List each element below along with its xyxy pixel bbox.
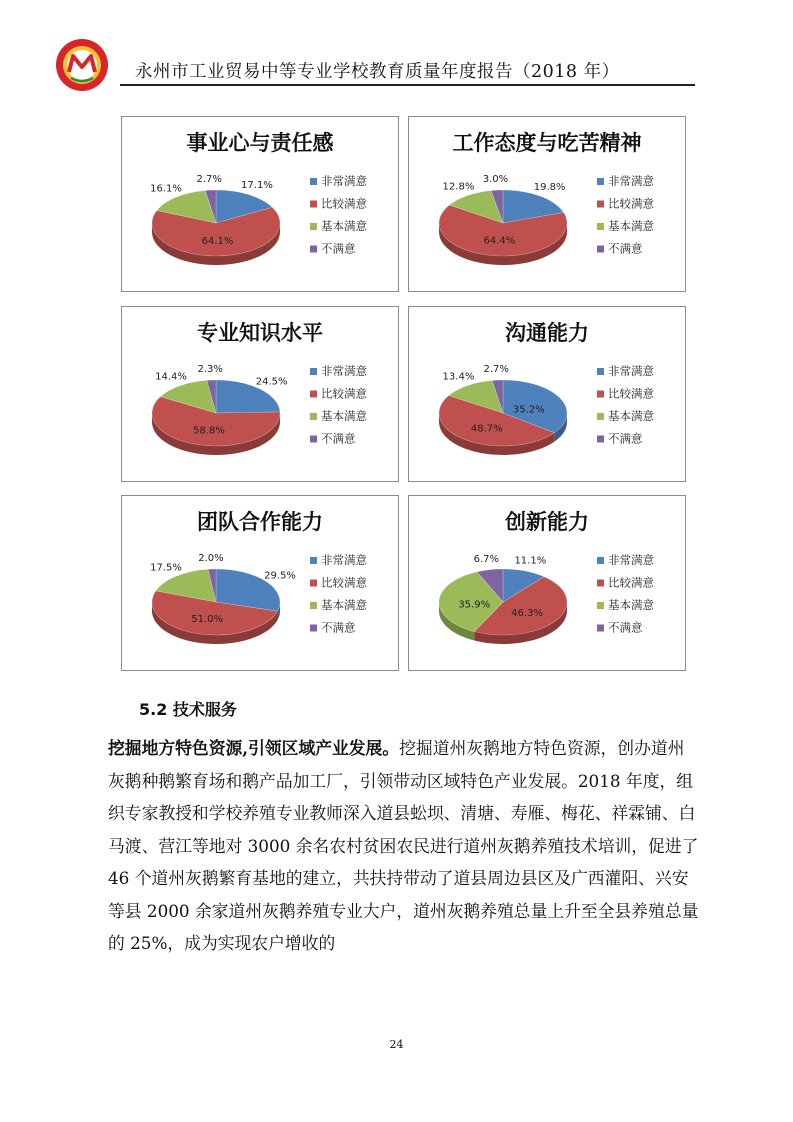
pie-data-label: 16.1%	[150, 183, 182, 195]
legend-swatch	[597, 246, 604, 253]
chart-panel-innovation	[408, 495, 686, 671]
legend-label: 基本满意	[608, 219, 654, 233]
legend-swatch	[597, 625, 604, 632]
legend-swatch	[310, 201, 317, 208]
pie-data-label: 24.5%	[255, 376, 288, 388]
legend-label: 非常满意	[608, 364, 654, 378]
legend-swatch	[310, 580, 317, 587]
chart-panel-teamwork	[121, 495, 399, 671]
chart-panel-communication	[408, 306, 686, 482]
legend-label: 不满意	[608, 431, 643, 446]
pie-data-label: 64.4%	[483, 235, 516, 247]
paragraph-body: 挖掘道州灰鹅地方特色资源，创办道州灰鹅种鹅繁育场和鹅产品加工厂，引领带动区域特色产业发展。2018 年度，组织专家教授和学校养殖专业教师深入道县蚣坝、清塘、寿雁、梅花、祥霖铺、白马渡、营江等地对 3000 余名农村贫困农民进行道州灰鹅养殖技术培训，促进了 46 个道州灰鹅繁育基地的建立，共扶持带动了道县周边县区及广西灌阳、兴安等县 2000 余家道州灰鹅养殖专业大户，道州灰鹅养殖总量上升至全县养殖总量的 25%，成为实现农户增收的	[108, 738, 699, 953]
legend-swatch	[597, 201, 604, 208]
pie-data-label: 64.1%	[201, 235, 234, 247]
legend-label: 非常满意	[608, 553, 654, 567]
pie-data-label: 17.1%	[241, 180, 273, 192]
header-divider	[120, 84, 695, 86]
legend-swatch	[597, 178, 604, 185]
pie-data-label: 3.0%	[482, 174, 509, 186]
pie-data-label: 46.3%	[511, 608, 543, 620]
body-paragraph	[108, 732, 700, 960]
header-title: 永州市工业贸易中等专业学校教育质量年度报告（2018 年）	[135, 62, 620, 82]
pie-data-label: 35.2%	[512, 404, 545, 416]
pie-data-label: 19.8%	[533, 182, 566, 194]
legend-label: 比较满意	[608, 196, 654, 211]
legend-label: 非常满意	[321, 553, 367, 567]
chart-panel-work-attitude	[408, 116, 686, 292]
legend-label: 基本满意	[608, 409, 654, 423]
legend-swatch	[597, 580, 604, 587]
chart-panel-responsibility	[121, 116, 399, 292]
legend-label: 基本满意	[321, 598, 367, 612]
legend-label: 非常满意	[608, 174, 654, 188]
legend-label: 比较满意	[608, 575, 654, 590]
legend-label: 不满意	[321, 431, 356, 446]
chart-title: 创新能力	[505, 510, 589, 534]
page-number: 24	[389, 1038, 404, 1051]
legend-label: 比较满意	[608, 386, 654, 401]
pie-data-label: 11.1%	[514, 555, 547, 567]
pie-data-label: 13.4%	[442, 371, 475, 383]
pie-data-label: 48.7%	[470, 423, 503, 435]
chart-title: 专业知识水平	[197, 321, 323, 345]
legend-label: 比较满意	[321, 386, 367, 401]
legend-label: 非常满意	[321, 174, 367, 188]
legend-swatch	[310, 368, 317, 375]
legend-swatch	[310, 625, 317, 632]
legend-label: 不满意	[321, 241, 356, 256]
legend-label: 基本满意	[608, 598, 654, 612]
chart-title: 工作态度与吃苦精神	[452, 131, 642, 155]
chart-panel-professional-knowledge	[121, 306, 399, 482]
pie-data-label: 2.3%	[197, 364, 223, 376]
legend-swatch	[597, 413, 604, 420]
legend-swatch	[310, 246, 317, 253]
legend-label: 基本满意	[321, 219, 367, 233]
legend-label: 比较满意	[321, 575, 367, 590]
pie-data-label: 35.9%	[458, 599, 491, 611]
school-logo	[55, 38, 109, 92]
pie-data-label: 58.8%	[193, 425, 225, 437]
legend-swatch	[310, 436, 317, 443]
legend-swatch	[310, 178, 317, 185]
legend-label: 不满意	[608, 620, 643, 635]
paragraph-lead: 挖掘地方特色资源,引领区域产业发展。	[108, 738, 400, 758]
pie-data-label: 2.7%	[196, 174, 222, 186]
pie-data-label: 14.4%	[155, 371, 187, 383]
legend-swatch	[310, 602, 317, 609]
legend-label: 非常满意	[321, 364, 367, 378]
legend-label: 比较满意	[321, 196, 367, 211]
chart-title: 团队合作能力	[197, 510, 323, 534]
pie-data-label: 12.8%	[442, 181, 475, 193]
legend-swatch	[310, 391, 317, 398]
pie-data-label: 51.0%	[191, 614, 223, 626]
pie-data-label: 6.7%	[473, 553, 499, 565]
legend-swatch	[310, 413, 317, 420]
pie-data-label: 29.5%	[264, 570, 296, 582]
pie-data-label: 2.0%	[198, 553, 224, 565]
pie-data-label: 2.7%	[483, 364, 509, 376]
page-header	[55, 38, 695, 88]
legend-label: 基本满意	[321, 409, 367, 423]
legend-swatch	[597, 602, 604, 609]
legend-swatch	[310, 223, 317, 230]
legend-swatch	[597, 436, 604, 443]
legend-label: 不满意	[608, 241, 643, 256]
section-heading: 5.2 技术服务	[139, 700, 237, 719]
legend-swatch	[597, 223, 604, 230]
legend-swatch	[310, 557, 317, 564]
legend-swatch	[597, 391, 604, 398]
legend-swatch	[597, 368, 604, 375]
pie-data-label: 17.5%	[150, 562, 182, 574]
chart-title: 事业心与责任感	[186, 131, 334, 155]
legend-swatch	[597, 557, 604, 564]
chart-title: 沟通能力	[505, 321, 589, 345]
legend-label: 不满意	[321, 620, 356, 635]
